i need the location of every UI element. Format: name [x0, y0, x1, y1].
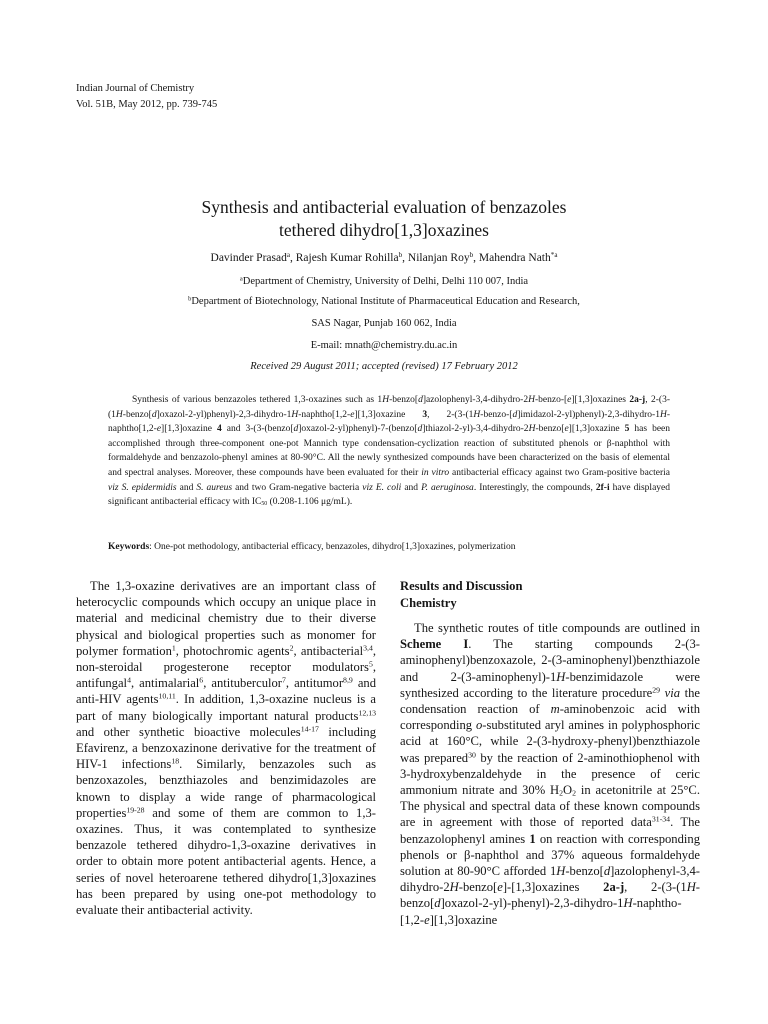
- body-right-column: [400, 578, 700, 928]
- author-sup: a: [286, 251, 291, 260]
- affiliation-a: $^a$Department of Chemistry, University of Delhi, Delhi 110 007, India: [239, 275, 529, 287]
- abstract: Synthesis of various benzazoles tethered 1,3-oxazines such as 1H-benzo[d]azolophenyl-3,4-dihydro-2H-benzo-[e][1,3]oxazines 2a-j, 2-(3-(1H-benzo[d]oxazol-2-yl)phenyl)-2,3-dihydro-1H-naphtho[1,2-e][1,3]oxazine 3, 2-(3-(1H-benzo-[d]imidazol-2-yl)phenyl)-2,3-dihydro-1H-naphtho[1,2-e][1,3]oxazine 4 and 3-(3-(benzo[d]oxazol-2-yl)phenyl)-7-(benzo[d]thiazol-2-yl)-3,4-dihydro-2H-benzo[e][1,3]oxazine 5 has been accomplished through three-component one-pot Mannich type condensation-cyclization reaction of substituted phenols or β-naphthol with formaldehyde and benzazolo-phenyl amines at 80-90°C. All the newly synthesized compounds have been characterized on the basis of elemental and spectral analyses. Moreover, these compounds have been evaluated for their in vitro antibacterial efficacy against two Gram-positive bacteria viz S. epidermidis and S. aureus and two Gram-negative bacteria viz E. coli and P. aeruginosa. Interestingly, the compounds, 2f-i have displayed significant antibacterial efficacy with $IC_{50}$ (0.208-1.106 μg/mL).: [108, 395, 671, 508]
- section-heading: Results and Discussion: [400, 579, 523, 593]
- keywords-text: : One-pot methodology, antibacterial efficacy, benzazoles, dihydro[1,3]oxazines, polymerization: [149, 542, 516, 552]
- author-sup: b: [398, 251, 403, 260]
- subsection-heading: Chemistry: [400, 596, 457, 610]
- results-paragraph: The synthetic routes of title compounds are outlined in Scheme I. The starting compounds 2-(3-aminophenyl)benzoxazole, 2-(3-aminophenyl)benzthiazole and 2-(3-aminophenyl)-1H-benzimidazole were synthesized according to the literature procedure$^{29}$ via the condensation reaction of m-aminobenzoic acid with corresponding o-substituted aryl amines in polyphosphoric acid at 160°C, while 2-(3-hydroxy-phenyl)benzthiazole was prepared$^{30}$ by the reaction of 2-aminothiophenol with 3-hydroxybenzaldehyde in the presence of ceric ammonium nitrate and 30% $H_2O_2$ in acetonitrile at 25°C. The physical and spectral data of these known compounds are in agreement with those of reported data$^{31-34}$. The benzazolophenyl amines 1 on reaction with corresponding phenols or β-naphthol and 37% aqueous formaldehyde solution at 80-90°C afforded 1H-benzo[d]azolophenyl-3,4-dihydro-2H-benzo[e]-[1,3]oxazines 2a-j, 2-(3-(1H-benzo[d]oxazol-2-yl)-phenyl)-2,3-dihydro-1H-naphtho-[1,2-e][1,3]oxazine: [400, 621, 701, 927]
- journal-volume: Vol. 51B, May 2012, pp. 739-745: [76, 99, 218, 110]
- keywords-label: Keywords: [108, 542, 150, 552]
- author-list: Davinder Prasad$^a$, Rajesh Kumar Rohilla$^b$, Nilanjan Roy$^b$, Mahendra Nath$^{*a}$: [210, 251, 558, 264]
- author: Davinder Prasad: [210, 252, 287, 264]
- title-line-2: tethered dihydro[1,3]oxazines: [279, 220, 489, 240]
- author: Nilanjan Roy: [407, 252, 470, 264]
- keywords: [108, 542, 670, 552]
- body-left-column: The 1,3-oxazine derivatives are an important class of heterocyclic compounds which occupy an unique place in material and medicinal chemistry due to their diverse physical and biological properties such as monomer for polymer formation$^1$, photochromic agents$^2$, antibacterial$^{3,4}$, non-steroidal progesterone receptor modulators$^5$, antifungal$^4$, antimalarial$^6$, antituberculor$^7$, antitumor$^{8,9}$ and anti-HIV agents$^{10,11}$. In addition, 1,3-oxazine nucleus is a part of many biologically important natural products$^{12,13}$ and other synthetic bioactive molecules$^{14-17}$ including Efavirenz, a benzoxazinone derivative for the treatment of HIV-1 infections$^{18}$. Similarly, benzazoles such as benzoxazoles, benzthiazoles and benzimidazoles are known to display a wide range of pharmacological properties$^{19-28}$ and some of them are common to 1,3-oxazines. Thus, it was contemplated to synthesize benzazole tethered dihydro-1,3-oxazine derivatives in order to obtain more potent antibacterial agents. Hence, a series of novel heteroarene tethered dihydro[1,3]oxazines has been prepared by using one-pot methodology to evaluate their antibacterial activity.: [76, 579, 377, 918]
- affiliation-b-address: SAS Nagar, Punjab 160 062, India: [311, 318, 457, 329]
- author-sup: *a: [550, 251, 558, 260]
- author: Rajesh Kumar Rohilla: [295, 252, 399, 264]
- article-title: [0, 196, 768, 242]
- corresponding-email: E-mail: mnath@chemistry.du.ac.in: [310, 340, 458, 351]
- title-line-1: Synthesis and antibacterial evaluation of benzazoles: [201, 197, 567, 217]
- journal-name: Indian Journal of Chemistry: [76, 83, 195, 94]
- journal-header: [76, 81, 217, 113]
- author: Mahendra Nath: [478, 252, 551, 264]
- affiliation-b: $^b$Department of Biotechnology, National Institute of Pharmaceutical Education and Research,: [188, 295, 580, 307]
- received-dates: Received 29 August 2011; accepted (revised) 17 February 2012: [250, 361, 518, 372]
- author-sup: b: [469, 251, 474, 260]
